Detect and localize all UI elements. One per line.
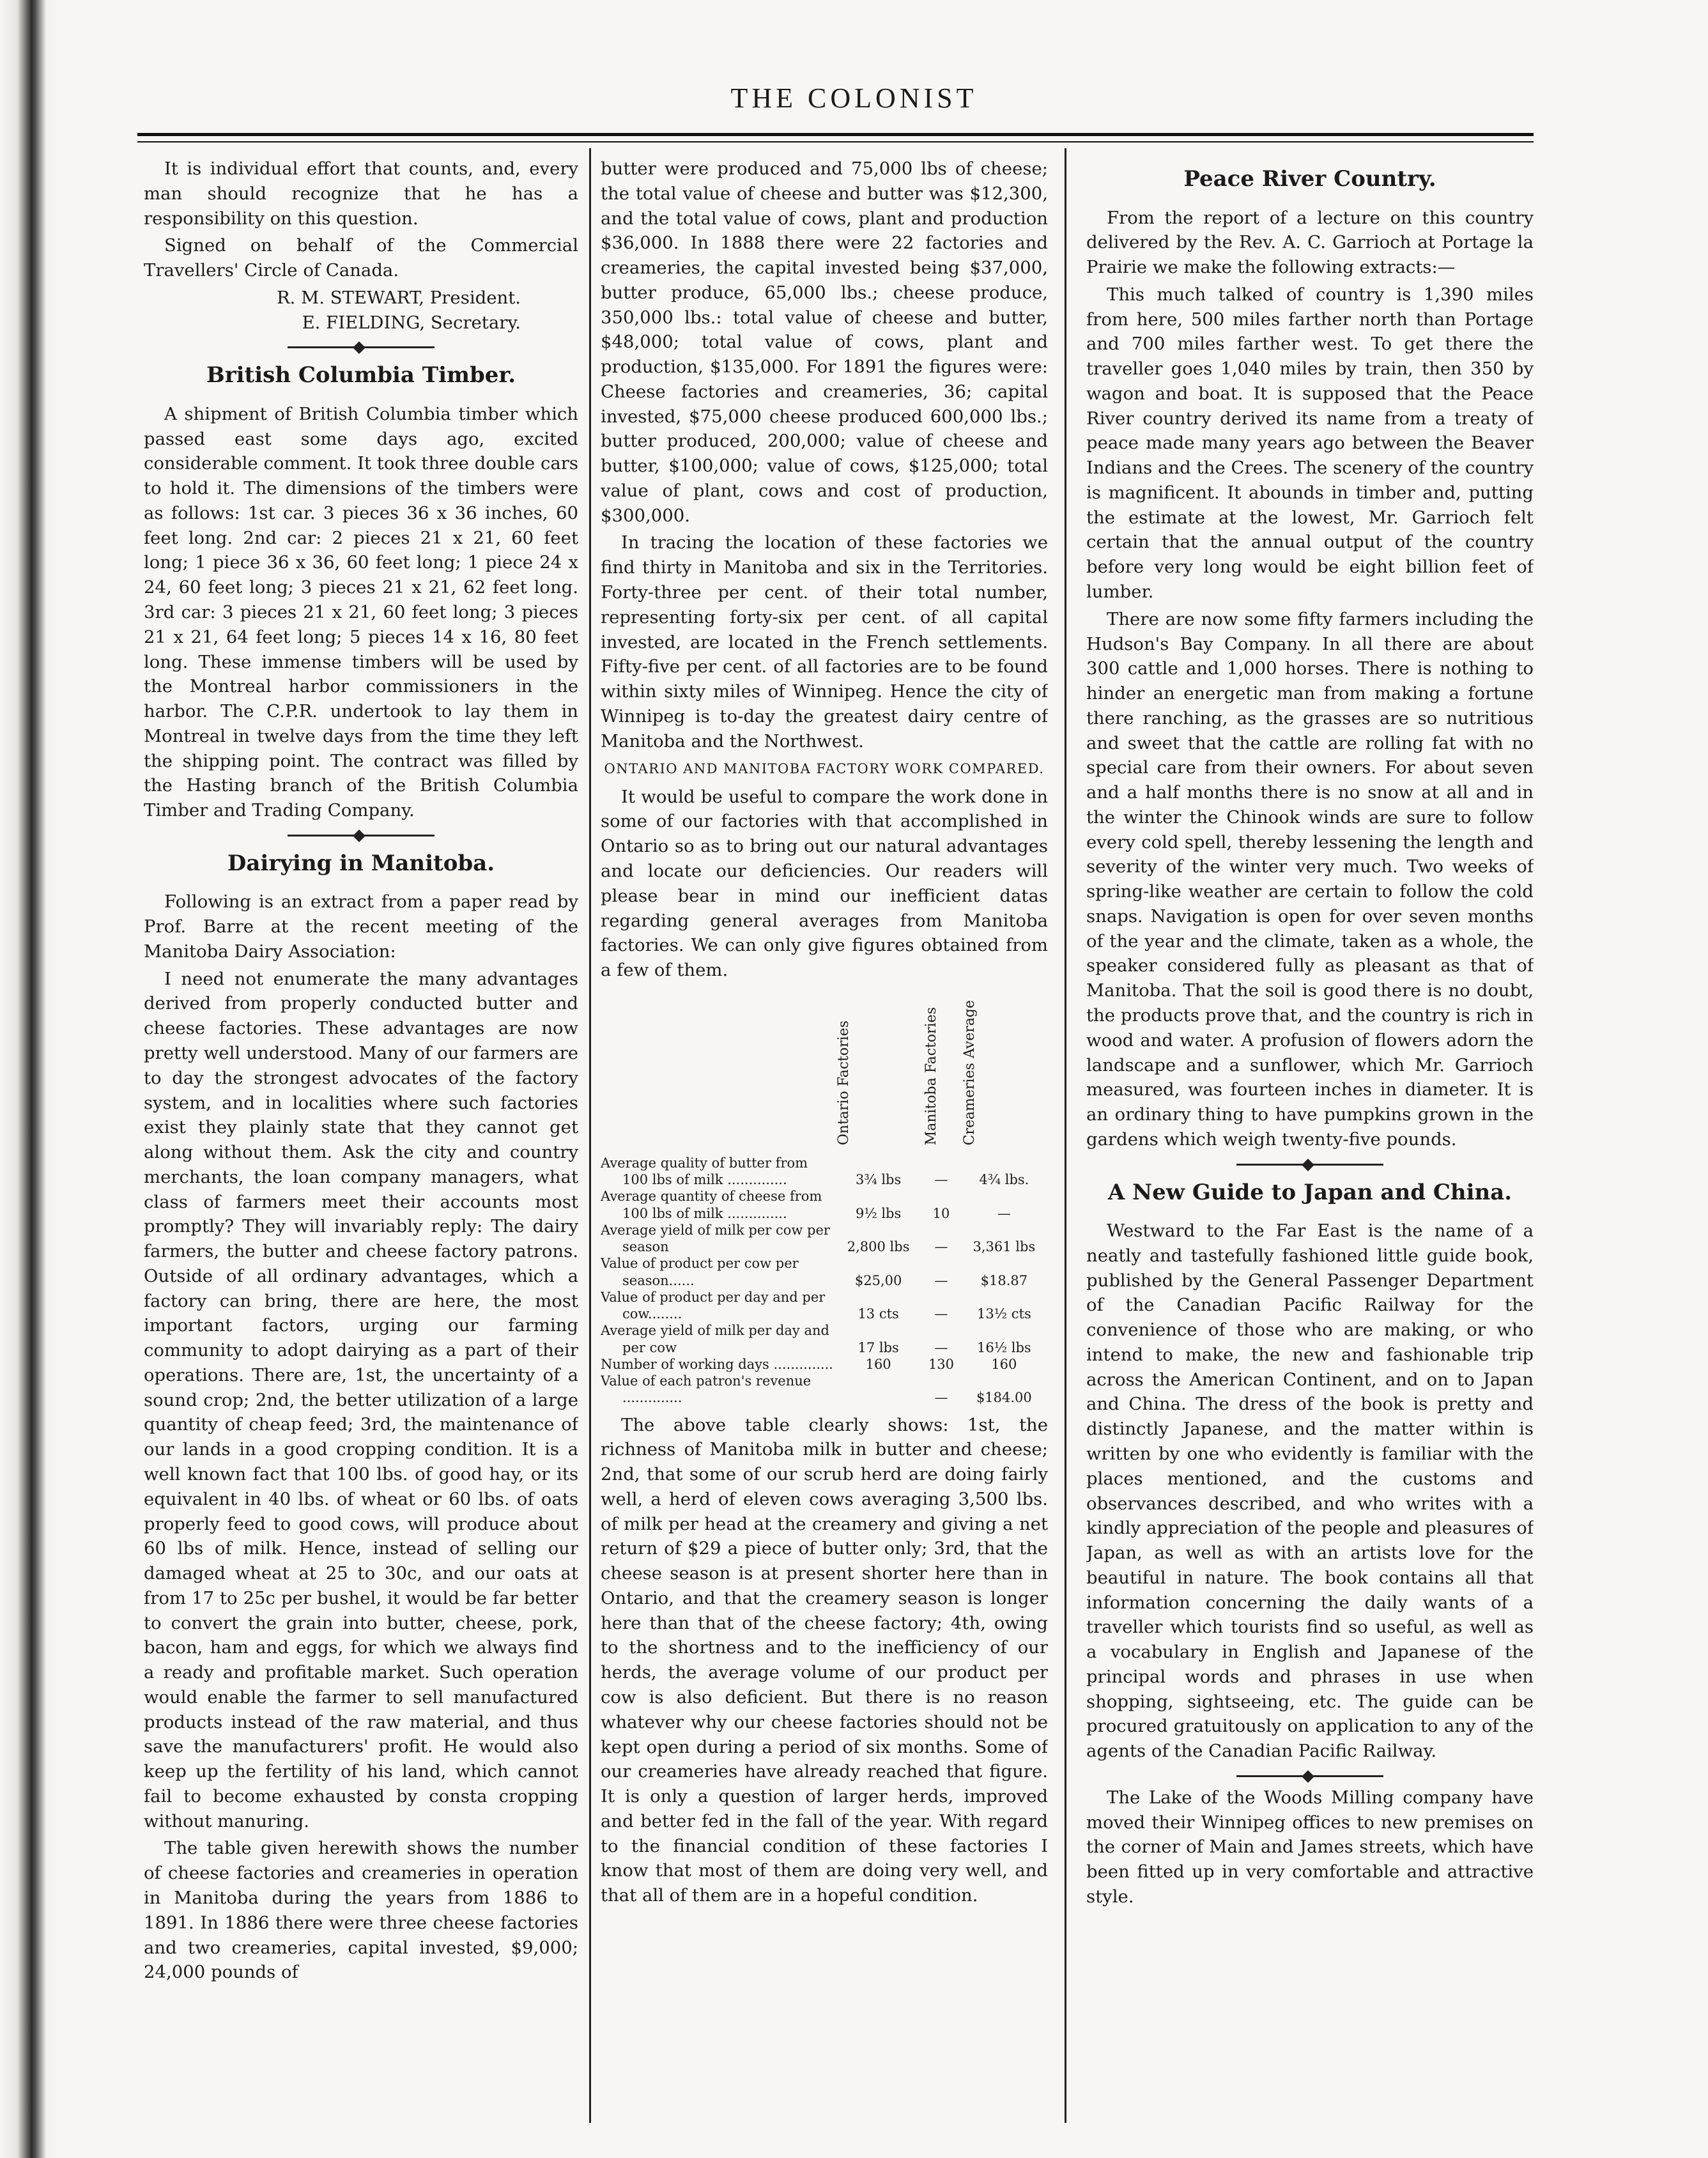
dairy-paragraph-2: I need not enumerate the many advantages derived from properly conducted butter and cheese factories. These advantages are now pretty well understood. Many of our farmers are to day the strongest advocates of the factory system, and in localities where such factories exist they plainly state that they cannot get along without them. Ask the city and country merchants, the loan company managers, what class of farmers meet their accounts most promptly? They will invariably reply: The dairy farmers, the butter and cheese factory patrons. Outside of all ordinary advantages, which a factory can bring, there are here, the most important factors, urging our farming community to adopt dairying as a part of their operations. There are, 1st, the uncertainty of a sound crop; 2nd, the better utilization of a large quantity of cheap feed; 3rd, the maintenance of our lands in a good cropping condition. It is a well known fact that 100 lbs. of good hay, or its equivalent in 40 lbs. of wheat or 60 lbs. of oats properly feed to good cows, will produce about 60 lbs of milk. Hence, instead of selling our damaged wheat at 25 to 30c, and our oats at from 17 to 25c per bushel, it would be far better to convert the grain into butter, cheese, pork, bacon, ham and eggs, for which we always find a ready and profitable market. Such operation would enable the farmer to sell manufactured products instead of the raw material, and thus save the manufacturers' profit. He would also keep up the fertility of his land, which cannot fail to become exhausted by consta cropping without manuring. [144,968,578,1831]
cell-creameries: 13½ cts [977,1306,1031,1322]
masthead-rule-thick [137,133,1534,136]
cell-ontario: 160 [865,1356,891,1372]
dairy-paragraph-3: The table given herewith shows the number of cheese factories and creameries in operation in Manitoba during the years from 1886 to 1891. In 1886 there were three cheese factories and two creameries, capital invested, $9,000; 24,000 pounds of [144,1838,578,1983]
comparison-intro-paragraph: It would be useful to compare the work done in some of our factories with that accomplished in Ontario so as to bring out our natural advantages and locate our deficiencies. Our readers will please bear in mind our inefficient datas regarding general averages from Manitoba factories. We can only give figures obtained from a few of them. [601,786,1048,981]
cell-manitoba: — [934,1272,948,1288]
row-label: Average yield of milk per day and per cow [601,1323,829,1355]
table-row [601,1255,1048,1289]
column-divider-1 [589,148,591,2123]
heading-guide-japan-china: A New Guide to Japan and China. [1107,1179,1512,1205]
cell-creameries: $18.87 [980,1272,1028,1288]
section-divider-ornament [288,341,435,353]
peace-paragraph-2: This much talked of country is 1,390 miles from here, 500 miles farther north than Portage and 700 miles farther west. To get there the traveller goes 1,040 miles by train, then 350 by wagon and boat. It is supposed that the Peace River country derived its name from a treaty of peace made many years ago between the Beaver Indians and the Crees. The scenery of the country is magnificent. It abounds in timber and, putting the estimate at the lowest, Mr. Garrioch felt certain that the annual output of the country before very long would be eight billion feet of lumber. [1086,284,1534,602]
section-divider-ornament [1236,1159,1383,1170]
cell-manitoba: 10 [932,1205,950,1221]
cell-creameries: 16½ lbs [977,1339,1031,1355]
row-label: Average quantity of cheese from 100 lbs of milk .............. [601,1189,822,1221]
signature-secretary: E. FIELDING, Secretary. [302,312,521,333]
timber-paragraph: A shipment of British Columbia timber which passed east some days ago, excited considerable comment. It took three double cars to hold it. The dimensions of the timbers were as follows: 1st car. 3 pieces 36 x 36 inches, 60 feet long. 2nd car: 2 pieces 21 x 21, 60 feet long; 1 piece 36 x 36, 60 feet long; 1 piece 24 x 24, 60 feet long; 3 pieces 21 x 21, 62 feet long. 3rd car: 3 pieces 21 x 21, 60 feet long; 3 pieces 21 x 21, 64 feet long; 5 pieces 14 x 16, 80 feet long. These immense timbers will be used by the Montreal harbor commissioners in the harbor. The C.P.R. undertook to lay them in Montreal in twelve days from the time they left the shipping point. The contract was filled by the Hasting branch of the British Columbia Timber and Trading Company. [144,403,578,821]
table-header-manitoba: Manitoba Factories [923,1007,940,1146]
cell-manitoba: — [934,1390,948,1406]
masthead-rule-thin [137,141,1534,143]
table-header-row [601,989,1048,1155]
cell-creameries: 4¾ lbs. [979,1172,1029,1188]
cell-manitoba: — [934,1239,948,1255]
heading-dairying-manitoba: Dairying in Manitoba. [227,850,495,876]
cell-ontario: 2,800 lbs [847,1239,910,1255]
table-header-ontario: Ontario Factories [836,1021,852,1146]
subheading-ontario-manitoba: ONTARIO AND MANITOBA FACTORY WORK COMPARED. [604,761,1045,777]
cell-creameries: $184.00 [976,1390,1032,1406]
row-label: Value of product per cow per season...... [601,1256,799,1288]
dairy-continued-paragraph: butter were produced and 75,000 lbs of cheese; the total value of cheese and butter was $12,300, and the total value of cows, plant and production $36,000. In 1888 there were 22 factories and creameries, the capital invested being $37,000, butter produce, 65,000 lbs.; cheese produce, 350,000 lbs.: total value of cheese and butter, $48,000; total value of cows, plant and production, $135,000. For 1891 the figures were: Cheese factories and creameries, 36; capital invested, $75,000 cheese produced 600,000 lbs.; butter produced, 200,000; value of cheese and butter, $100,000; value of cows, $125,000; total value of plant, cows and cost of production, $300,000. [601,158,1048,526]
cell-creameries: 3,361 lbs [973,1239,1036,1255]
guide-paragraph: Westward to the Far East is the name of a neatly and tastefully fashioned little guide book, published by the General Passenger Department of the Canadian Pacific Railway for the convenience of those who are making, or who intend to make, the new and fashionable trip across the American Continent, and on to Japan and China. The dress of the book is pretty and distinctly Japanese, and the matter within is written by one who evidently is familiar with the places mentioned, and the customs and observances described, and who writes with a kindly appreciation of the people and pleasures of Japan, as well as with an artists love for the beautiful in nature. The book contains all that information concerning the daily wants of a traveller which tourists find so useful, as well as a vocabulary in English and Japanese of the principal words and phrases in use when shopping, sightseeing, etc. The guide can be procured gratuitously on application to any of the agents of the Canadian Pacific Railway. [1086,1221,1534,1762]
row-label: Number of working days .............. [601,1356,833,1372]
table-row [601,1322,1048,1356]
cell-ontario: 13 cts [858,1306,899,1322]
cell-ontario [835,1373,922,1407]
row-label: Value of product per day and per cow........ [601,1289,826,1322]
column-1 [144,157,578,2125]
table-row [601,1356,1048,1373]
cell-ontario: $25,00 [854,1272,902,1288]
comparison-table [601,989,1048,1407]
heading-bc-timber: British Columbia Timber. [206,362,516,389]
row-label: Average quality of butter from 100 lbs of milk .............. [601,1155,808,1188]
page-binding-edge [0,0,58,2158]
table-row [601,1222,1048,1256]
table-row [601,1155,1048,1189]
table-row [601,1289,1048,1323]
milling-paragraph: The Lake of the Woods Milling company have moved their Winnipeg offices to new premises on the corner of Main and James streets, which have been fitted up in very comfortable and attractive style. [1086,1787,1534,1907]
signature-president: R. M. STEWART, President. [276,287,521,308]
intro-paragraph-1: It is individual effort that counts, and, every man should recognize that he has a responsibility on this question. [144,158,578,229]
cell-ontario: 3¾ lbs [855,1172,902,1188]
peace-paragraph-1: From the report of a lecture on this country delivered by the Rev. A. C. Garrioch at Portage la Prairie we make the following extracts:— [1086,207,1534,278]
column-3 [1086,157,1534,2125]
table-header-blank [601,989,835,1155]
cell-manitoba: — [934,1306,948,1322]
cell-ontario: 9½ lbs [855,1205,902,1221]
masthead: THE COLONIST [730,82,978,114]
table-header-creameries: Creameries Average [961,1000,978,1146]
column-2 [601,157,1048,2125]
intro-paragraph-2: Signed on behalf of the Commercial Travellers' Circle of Canada. [144,235,578,281]
factory-location-paragraph: In tracing the location of these factories we find thirty in Manitoba and six in the Territories. Forty-three per cent. of their total number, representing forty-six per cent. of all capital invested, are located in the French settlements. Fifty-five per cent. of all factories are to be found within sixty miles of Winnipeg. Hence the city of Winnipeg is to-day the greatest dairy centre of Manitoba and the Northwest. [601,532,1048,751]
cell-manitoba: — [934,1339,948,1355]
peace-paragraph-3: There are now some fifty farmers including the Hudson's Bay Company. In all there are about 300 cattle and 1,000 horses. There is nothing to hinder an energetic man from making a fortune there ranching, as the grasses are so nutritious and sweet that the cattle are rolling fat with no special care from their owners. For about seven and a half months there is no snow at all and in the winter the Chinook winds are sure to follow every cold spell, thereby lessening the length and severity of the winter very much. Two weeks of spring-like weather are certain to follow the cold snaps. Navigation is open for over seven months of the year and the climate, taken as a whole, the speaker considered fully as pleasant as that of Manitoba. That the soil is good there is no doubt, the products prove that, and the country is rich in wood and water. A profusion of flowers adorn the landscape and a sunflower, which Mr. Garrioch measured, was fourteen inches in diameter. It is an ordinary thing to have pumpkins grown in the gardens which weigh twenty-five pounds. [1086,608,1534,1150]
column-divider-2 [1065,148,1066,2123]
row-label: Average yield of milk per cow per season [601,1222,830,1255]
dairy-paragraph-1: Following is an extract from a paper read by Prof. Barre at the recent meeting of the Manitoba Dairy Association: [144,891,578,962]
cell-manitoba: 130 [928,1356,955,1372]
section-divider-ornament [288,829,435,841]
cell-creameries: 160 [991,1356,1017,1372]
row-label: Value of each patron's revenue .............. [601,1373,812,1406]
cell-creameries: — [997,1205,1011,1221]
section-divider-ornament [1236,1770,1383,1782]
table-row [601,1188,1048,1222]
cell-ontario: 17 lbs [858,1339,899,1355]
table-row [601,1373,1048,1407]
table-analysis-paragraph: The above table clearly shows: 1st, the richness of Manitoba milk in butter and cheese; 2nd, that some of our scrub herd are doing fairly well, a herd of eleven cows averaging 3,500 lbs. of milk per head at the creamery and giving a net return of $29 a piece of butter only; 3rd, that the cheese season is at present shorter here than in Ontario, and that the creamery season is longer here than that of the cheese factory; 4th, owing to the shortness and to the inefficiency of our herds, the average volume of our product per cow is also deficient. But there is no reason whatever why our cheese factories should not be kept open during a period of six months. Some of our creameries have already reached that figure. It is only a question of larger herds, improved and better fed in the fall of the year. With regard to the financial condition of these factories I know that most of them are doing very well, and that all of them are in a hopeful condition. [601,1414,1048,1906]
cell-manitoba: — [934,1172,948,1188]
heading-peace-river: Peace River Country. [1183,166,1436,192]
